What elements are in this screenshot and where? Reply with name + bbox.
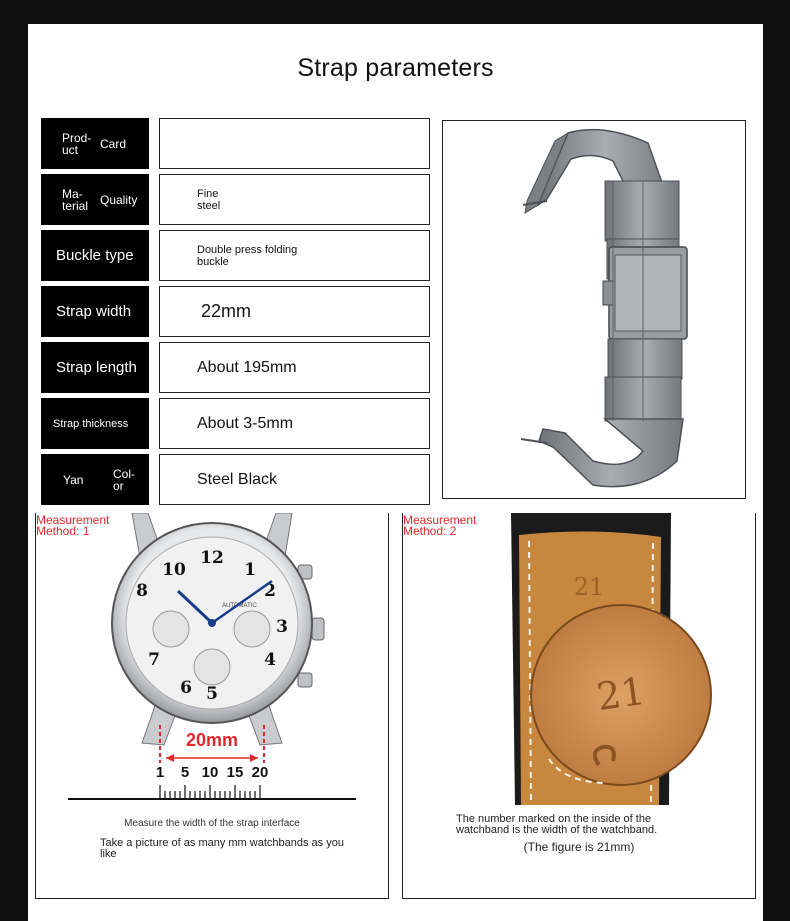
method-label: Measurement Method: 2 xyxy=(403,513,477,538)
spec-label-buckle xyxy=(41,230,149,281)
spec-value: About 195mm xyxy=(197,358,297,376)
spec-value-width xyxy=(159,286,430,337)
spec-value-color xyxy=(159,454,430,505)
page-title: Strap parameters xyxy=(297,54,494,82)
spec-value-buckle xyxy=(159,230,430,281)
dial-numeral: 6 xyxy=(180,678,192,698)
spec-value: Double press folding buckle xyxy=(197,243,298,268)
spec-value: 22mm xyxy=(201,301,252,321)
spec-label-part: Col-or xyxy=(113,466,136,493)
method-label: Measurement Method: 1 xyxy=(36,513,110,538)
dial-numeral: 7 xyxy=(148,650,160,670)
dial-numeral: 10 xyxy=(162,560,186,580)
spec-value: Steel Black xyxy=(197,470,278,488)
method2-note: The number marked on the inside of the watchband is the width of the watchband. xyxy=(456,813,658,836)
spec-label-material xyxy=(41,174,149,225)
spec-label-length xyxy=(41,342,149,393)
method1-note: Take a picture of as many mm watchbands as you like xyxy=(100,837,344,860)
dial-numeral: 8 xyxy=(136,581,148,601)
strap-photo xyxy=(442,120,746,499)
spec-value: About 3-5mm xyxy=(197,414,294,432)
spec-label-part: Card xyxy=(100,136,127,151)
spec-label-part: Quality xyxy=(100,192,138,207)
product-sheet xyxy=(28,24,763,921)
width-label: 20mm xyxy=(185,730,239,750)
spec-label-text: Buckle type xyxy=(56,247,134,264)
spec-label-product xyxy=(41,118,149,169)
ruler-tick-label: 10 xyxy=(201,764,219,781)
dial-numeral: 4 xyxy=(264,650,276,670)
measurement-method-2 xyxy=(402,513,756,899)
spec-label-part: Yan xyxy=(63,472,84,487)
spec-label-text: Strap width xyxy=(56,303,132,320)
watch-brand: AUTOMATIC xyxy=(222,603,257,609)
spec-label-width xyxy=(41,286,149,337)
spec-label-part: Ma-terial xyxy=(62,186,89,213)
dial-numeral: 12 xyxy=(200,548,224,568)
spec-label-part: Prod-uct xyxy=(62,130,92,157)
spec-value-material xyxy=(159,174,430,225)
spec-label-text: Strap length xyxy=(56,359,137,376)
dial-numeral: 2 xyxy=(264,581,276,601)
dial-numeral: 5 xyxy=(206,684,218,704)
stamp-number: 21 xyxy=(573,573,605,601)
ruler-tick-label: 1 xyxy=(155,764,165,781)
ruler-tick-label: 20 xyxy=(251,764,269,781)
steel-bracelet-image xyxy=(443,121,745,498)
spec-value-length xyxy=(159,342,430,393)
spec-value-product xyxy=(159,118,430,169)
dial-numeral: 1 xyxy=(244,560,256,580)
watch-ruler-image xyxy=(36,513,388,813)
spec-value: Fine steel xyxy=(197,187,221,212)
leather-strap-image xyxy=(403,513,755,813)
spec-value-thickness xyxy=(159,398,430,449)
dial-numeral: 3 xyxy=(276,617,288,637)
stamp-number-magnified: 21 xyxy=(593,668,648,720)
ruler-ticks xyxy=(160,785,260,799)
spec-label-thickness xyxy=(41,398,149,449)
method1-caption: Measure the width of the strap interface xyxy=(124,818,300,829)
ruler-tick-label: 5 xyxy=(180,764,190,781)
ruler-tick-label: 15 xyxy=(226,764,244,781)
spec-label-color xyxy=(41,454,149,505)
method2-figure: (The figure is 21mm) xyxy=(523,840,635,854)
spec-label-text: Strap thickness xyxy=(53,417,129,430)
measurement-method-1 xyxy=(35,513,389,899)
